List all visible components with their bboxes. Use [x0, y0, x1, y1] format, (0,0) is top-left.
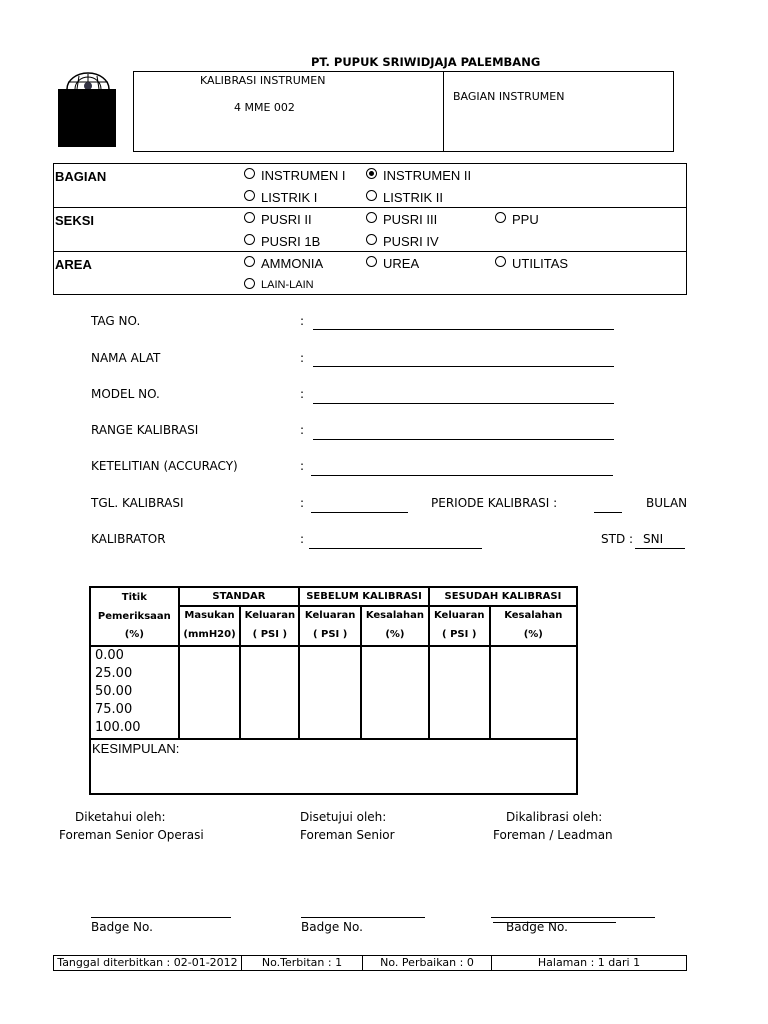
option-instrumen-ii-label: INSTRUMEN II: [383, 168, 472, 183]
std-value[interactable]: SNI: [643, 532, 664, 546]
std-label: STD :: [601, 532, 634, 546]
option-pusri-1b-label: PUSRI 1B: [261, 234, 321, 249]
model-no-label: MODEL NO.: [91, 387, 160, 401]
keluaran-sebelum-header: Keluaran ( PSI ): [299, 606, 361, 645]
badge-no-label: Badge No.: [91, 920, 153, 934]
range-kalibrasi-label: RANGE KALIBRASI: [91, 423, 199, 437]
point-value: 75.00: [95, 702, 133, 718]
option-instrumen-i-label: INSTRUMEN I: [261, 168, 346, 183]
keluaran-standar-cell[interactable]: [240, 646, 299, 739]
kesalahan-sesudah-cell[interactable]: [490, 646, 577, 739]
radio-urea[interactable]: [366, 256, 377, 267]
calibration-table: [89, 586, 578, 795]
kesalahan-sebelum-cell[interactable]: [361, 646, 429, 739]
footer-terbitan: No.Terbitan : 1: [241, 955, 363, 971]
kesimpulan-cell[interactable]: [90, 739, 577, 794]
titik-values: [90, 646, 179, 739]
nama-alat-label: NAMA ALAT: [91, 351, 161, 365]
kalibrator-label: KALIBRATOR: [91, 532, 166, 546]
radio-pusri-iv[interactable]: [366, 234, 377, 245]
keluaran-sesudah-cell[interactable]: [429, 646, 490, 739]
diketahui-label: Diketahui oleh:: [75, 810, 166, 824]
footer-perbaikan: No. Perbaikan : 0: [362, 955, 492, 971]
colon: :: [300, 459, 305, 473]
ketelitian-label: KETELITIAN (ACCURACY): [91, 459, 238, 473]
tag-no-input-line[interactable]: [313, 329, 614, 330]
radio-pusri-ii[interactable]: [244, 212, 255, 223]
signature-line[interactable]: [491, 917, 655, 918]
radio-instrumen-ii[interactable]: [366, 168, 377, 179]
area-label: AREA: [55, 257, 92, 272]
radio-utilitas[interactable]: [495, 256, 506, 267]
std-input-line[interactable]: [635, 548, 685, 549]
kesalahan-sebelum-header: Kesalahan (%): [361, 606, 429, 645]
signature-line[interactable]: [91, 917, 231, 918]
point-value: 25.00: [95, 665, 133, 681]
option-listrik-i-label: LISTRIK I: [261, 190, 318, 205]
foreman-senior-operasi-label: Foreman Senior Operasi: [59, 828, 204, 842]
tag-no-label: TAG NO.: [91, 314, 141, 328]
periode-kalibrasi-input-line[interactable]: [594, 512, 622, 513]
standar-header: STANDAR: [179, 587, 300, 606]
radio-pusri-iii[interactable]: [366, 212, 377, 223]
option-pusri-iii-label: PUSRI III: [383, 212, 438, 227]
tgl-kalibrasi-label: TGL. KALIBRASI: [91, 496, 184, 510]
footer-halaman: Halaman : 1 dari 1: [491, 955, 687, 971]
keluaran-standar-header: Keluaran ( PSI ): [240, 606, 299, 645]
radio-ammonia[interactable]: [244, 256, 255, 267]
kesimpulan-label: KESIMPULAN:: [92, 740, 180, 756]
point-value: 100.00: [95, 720, 141, 736]
kesalahan-sesudah-header: Kesalahan (%): [490, 606, 577, 645]
signature-line[interactable]: [301, 917, 425, 918]
radio-ppu[interactable]: [495, 212, 506, 223]
dikalibrasi-label: Dikalibrasi oleh:: [506, 810, 603, 824]
badge-no-label: Badge No.: [301, 920, 363, 934]
kalibrator-input-line[interactable]: [309, 548, 482, 549]
option-ammonia-label: AMMONIA: [261, 256, 324, 271]
doc-code: 4 MME 002: [234, 101, 295, 114]
titik-header: Titik Pemeriksaan (%): [90, 587, 179, 646]
foreman-senior-label: Foreman Senior: [300, 828, 395, 842]
badge-no-label: Badge No.: [506, 920, 568, 934]
foreman-leadman-label: Foreman / Leadman: [493, 828, 613, 842]
model-no-input-line[interactable]: [313, 403, 614, 404]
ketelitian-input-line[interactable]: [311, 475, 613, 476]
radio-instrumen-i[interactable]: [244, 168, 255, 179]
selection-box: [53, 163, 687, 295]
masukan-cell[interactable]: [179, 646, 241, 739]
point-value: 0.00: [95, 647, 124, 663]
bagian-label: BAGIAN: [55, 169, 107, 184]
colon: :: [300, 423, 305, 437]
radio-pusri-1b[interactable]: [244, 234, 255, 245]
radio-lain-lain[interactable]: [244, 278, 255, 289]
doc-title: KALIBRASI INSTRUMEN: [200, 74, 326, 87]
point-value: 50.00: [95, 683, 133, 699]
range-kalibrasi-input-line[interactable]: [313, 439, 614, 440]
selection-divider: [53, 207, 687, 208]
disetujui-label: Disetujui oleh:: [300, 810, 387, 824]
department-label: BAGIAN INSTRUMEN: [453, 90, 565, 103]
option-utilitas-label: UTILITAS: [512, 256, 569, 271]
seksi-label: SEKSI: [55, 213, 95, 228]
option-ppu-label: PPU: [512, 212, 539, 227]
keluaran-sesudah-header: Keluaran ( PSI ): [429, 606, 490, 645]
keluaran-sebelum-cell[interactable]: [299, 646, 361, 739]
option-pusri-iv-label: PUSRI IV: [383, 234, 439, 249]
radio-listrik-i[interactable]: [244, 190, 255, 201]
masukan-header: Masukan (mmH20): [179, 606, 241, 645]
globe-logo-icon: [57, 72, 117, 148]
tgl-kalibrasi-input-line[interactable]: [311, 512, 408, 513]
company-name: PT. PUPUK SRIWIDJAJA PALEMBANG: [311, 55, 541, 69]
option-lain-lain-label: LAIN-LAIN: [261, 279, 314, 291]
selection-divider: [53, 251, 687, 252]
company-logo: [57, 72, 117, 148]
colon: :: [300, 496, 305, 510]
sebelum-header: SEBELUM KALIBRASI: [299, 587, 429, 606]
sesudah-header: SESUDAH KALIBRASI: [429, 587, 577, 606]
colon: :: [300, 532, 305, 546]
option-listrik-ii-label: LISTRIK II: [383, 190, 443, 205]
footer-tanggal: Tanggal diterbitkan : 02-01-2012: [53, 955, 242, 971]
radio-listrik-ii[interactable]: [366, 190, 377, 201]
bulan-unit: BULAN: [646, 496, 688, 510]
option-urea-label: UREA: [383, 256, 420, 271]
periode-kalibrasi-label: PERIODE KALIBRASI :: [431, 496, 558, 510]
nama-alat-input-line[interactable]: [313, 366, 614, 367]
option-pusri-ii-label: PUSRI II: [261, 212, 312, 227]
colon: :: [300, 314, 305, 328]
header-divider: [443, 71, 444, 152]
colon: :: [300, 387, 305, 401]
colon: :: [300, 351, 305, 365]
